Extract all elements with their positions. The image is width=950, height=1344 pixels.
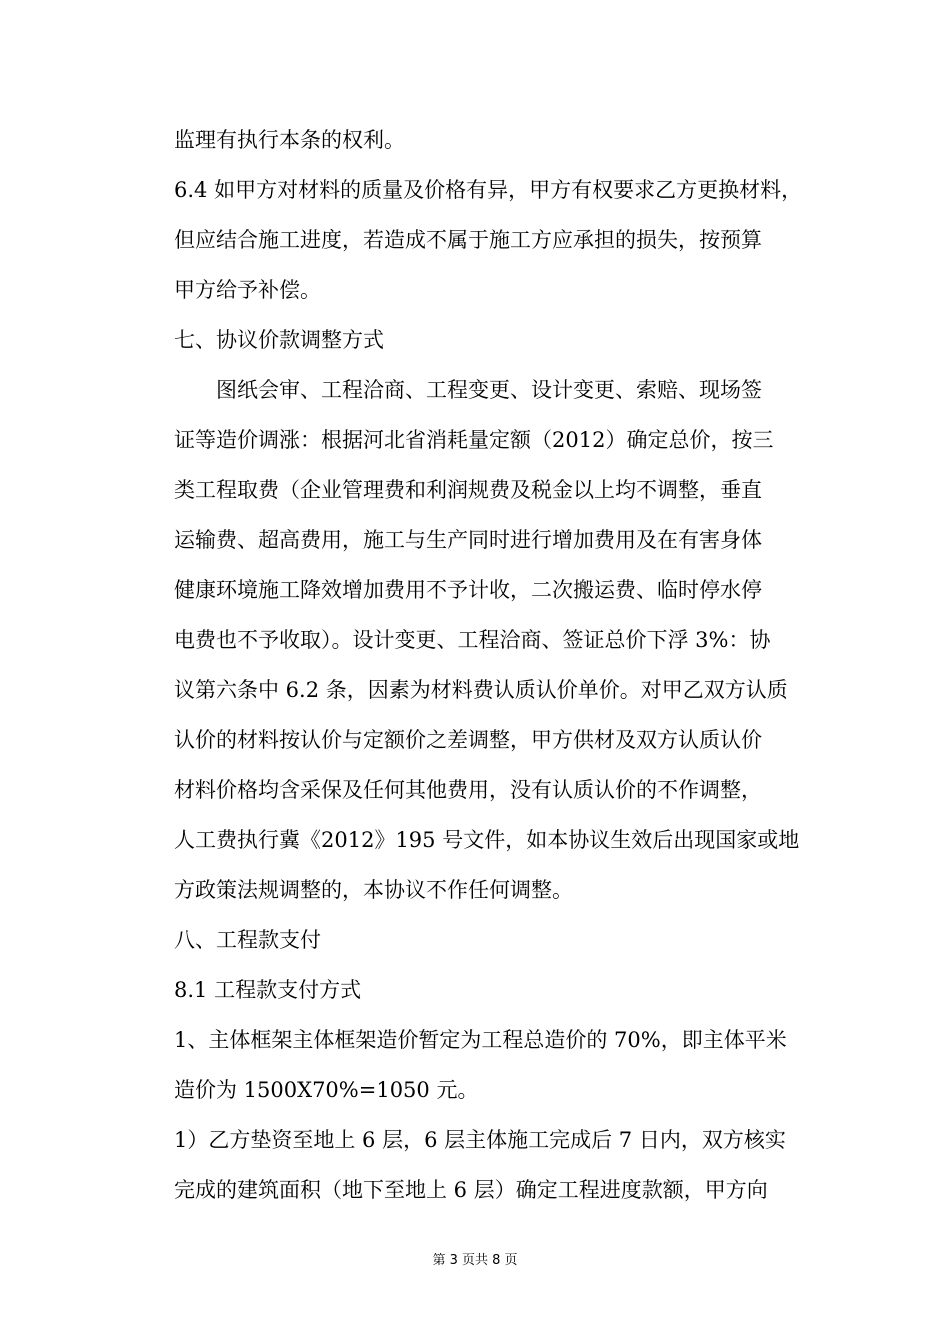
text-line: 电费也不予收取）。设计变更、工程洽商、签证总价下浮 3%：协 [174, 628, 771, 652]
text-line: 1）乙方垫资至地上 6 层，6 层主体施工完成后 7 日内，双方核实 [174, 1128, 786, 1152]
text-line: 但应结合施工进度，若造成不属于施工方应承担的损失，按预算 [174, 228, 762, 252]
subsection-heading: 8.1 工程款支付方式 [174, 978, 362, 1002]
text-line: 甲方给予补偿。 [174, 278, 321, 302]
text-line: 1、主体框架主体框架造价暂定为工程总造价的 70%，即主体平米 [174, 1028, 787, 1052]
text-line: 类工程取费（企业管理费和利润规费及税金以上均不调整，垂直 [174, 478, 762, 502]
page-footer: 第 3 页共 8 页 [432, 1253, 518, 1268]
text-line: 人工费执行冀《2012》195 号文件，如本协议生效后出现国家或地 [174, 828, 800, 852]
text-line: 图纸会审、工程洽商、工程变更、设计变更、索赔、现场签 [174, 378, 762, 402]
text-line: 材料价格均含采保及任何其他费用，没有认质认价的不作调整， [174, 778, 762, 802]
text-line: 方政策法规调整的，本协议不作任何调整。 [174, 878, 573, 902]
text-line: 议第六条中 6.2 条，因素为材料费认质认价单价。对甲乙双方认质 [174, 678, 788, 702]
text-line: 运输费、超高费用，施工与生产同时进行增加费用及在有害身体 [174, 528, 762, 552]
text-line: 6.4 如甲方对材料的质量及价格有异，甲方有权要求乙方更换材料， [174, 178, 803, 202]
text-line: 证等造价调涨：根据河北省消耗量定额（2012）确定总价，按三 [174, 428, 774, 452]
text-line: 健康环境施工降效增加费用不予计收，二次搬运费、临时停水停 [174, 578, 762, 602]
text-line: 造价为 1500X70%=1050 元。 [174, 1078, 479, 1102]
text-line: 完成的建筑面积（地下至地上 6 层）确定工程进度款额，甲方向 [174, 1178, 768, 1202]
text-line: 认价的材料按认价与定额价之差调整，甲方供材及双方认质认价 [174, 728, 762, 752]
section-heading: 八、工程款支付 [174, 928, 321, 952]
section-heading: 七、协议价款调整方式 [174, 328, 384, 352]
text-line: 监理有执行本条的权利。 [174, 128, 405, 152]
